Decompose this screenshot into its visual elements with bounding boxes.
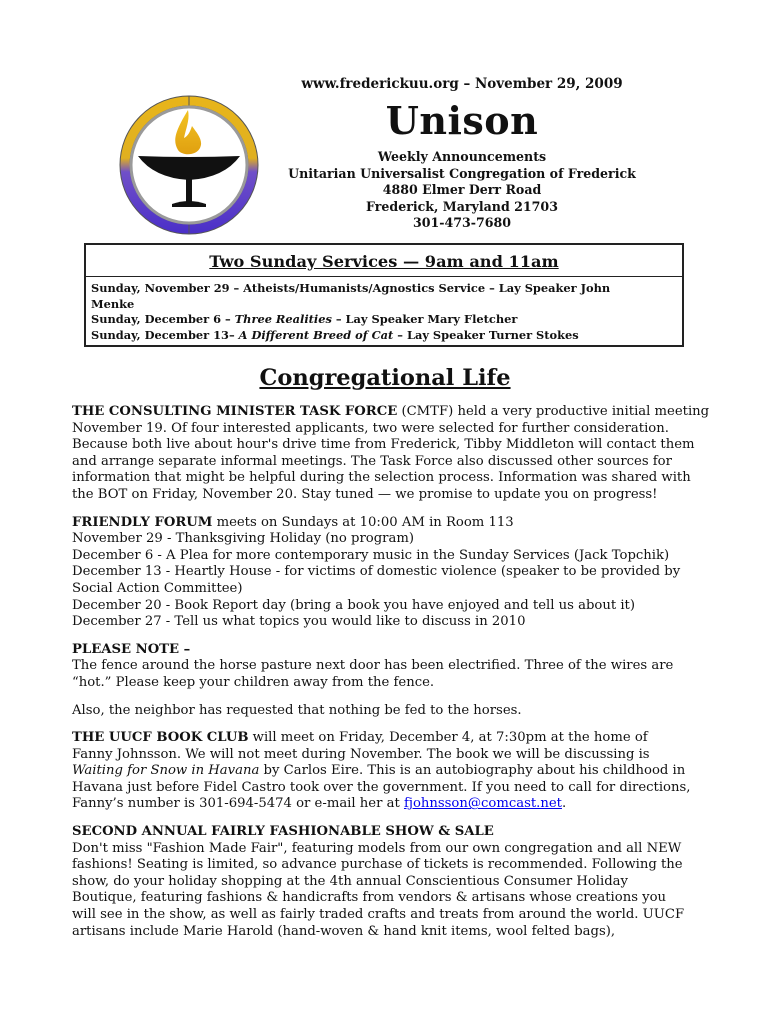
congregation-name: Unitarian Universalist Congregation of Frederick — [288, 165, 636, 181]
forum-schedule-item: December 6 - A Plea for more contemporary music in the Sunday Services (Jack Topchik) — [72, 547, 670, 563]
please-note-article: PLEASE NOTE – The fence around the horse pasture next door has been electrified. Three of the wires are “hot.” Please keep your children away from the fence. — [72, 642, 704, 692]
services-list — [86, 277, 682, 343]
service-item: Sunday, December 13– A Different Breed of Cat – Lay Speaker Turner Stokes — [91, 327, 579, 342]
chalice-logo-icon — [116, 92, 262, 238]
email-link[interactable]: fjohnsson@comcast.net — [403, 796, 562, 812]
masthead — [280, 74, 644, 232]
service-item: Sunday, November 29 – Atheists/Humanists/Agnostics Service – Lay Speaker John — [91, 281, 611, 295]
forum-schedule-item: November 29 - Thanksgiving Holiday (no program) — [72, 531, 414, 547]
book-club-article: THE UUCF BOOK CLUB will meet on Friday, December 4, at 7:30pm at the home of Fanny Johnsson. We will not meet during November. The book we will be discussing is Waiting for Snow in Havana by Carlos Eire. This is an autobiography about his childhood in Havana just before Fidel Castro took over the government. If you need to call for directions, Fanny’s number is 301-694-5474 or e-mail her at fjohnsson@comcast.net. — [72, 730, 691, 812]
friendly-forum-article: FRIENDLY FORUM meets on Sundays at 10:00 AM in Room 113 November 29 - Thanksgiving Holiday (no program) December 6 - A Plea for more contemporary music in the Sunday Services (Jack Topchik) December 13 - Heartly House - for victims of domestic violence (speaker to be provided by Social Action Committee) December 20 - Book Report day (bring a book you have enjoyed and tell us about it) December 27 - Tell us what topics you would like to discuss in 2010 — [72, 515, 704, 631]
article-heading: FRIENDLY FORUM — [72, 514, 213, 530]
phone-number: 301-473-7680 — [412, 215, 512, 231]
article-heading: SECOND ANNUAL FAIRLY FASHIONABLE SHOW & SALE — [72, 824, 494, 840]
forum-schedule-item: December 20 - Book Report day (bring a book you have enjoyed and tell us about it) — [72, 597, 635, 613]
article-body — [72, 404, 710, 951]
newsletter-title: Unison — [385, 98, 539, 143]
article-heading: THE CONSULTING MINISTER TASK FORCE — [72, 404, 398, 419]
section-title: Congregational Life — [259, 365, 511, 391]
city-state-zip: Frederick, Maryland 21703 — [366, 198, 558, 214]
service-item: Sunday, December 6 – Three Realities – Lay Speaker Mary Fletcher — [91, 312, 518, 327]
site-and-date: www.frederickuu.org – November 29, 2009 — [301, 76, 623, 92]
sermon-title: A Different Breed of Cat — [238, 327, 394, 342]
street-address: 4880 Elmer Derr Road — [382, 182, 542, 198]
newsletter-subtitle: Weekly Announcements — [377, 149, 547, 164]
horses-note: Also, the neighbor has requested that nothing be fed to the horses. — [72, 702, 522, 718]
service-item-continued: Menke — [91, 296, 135, 311]
fashion-show-article: SECOND ANNUAL FAIRLY FASHIONABLE SHOW & SALE Don't miss "Fashion Made Fair", featuring models from our own congregation and all NEW fashions! Seating is limited, so advance purchase of tickets is recommended. Following the show, do your holiday shopping at the 4th annual Conscientious Consumer Holiday Boutique, featuring fashions & handicrafts from vendors & artisans whose creations you will see in the show, as well as fairly traded crafts and treats from around the world. UUCF artisans include Marie Harold (hand-woven & hand knit items, wool felted bags), — [72, 824, 704, 940]
article-heading: THE UUCF BOOK CLUB — [72, 730, 249, 746]
sermon-title: Three Realities — [234, 312, 332, 327]
article-heading: PLEASE NOTE – — [72, 641, 191, 657]
services-box — [84, 243, 684, 347]
forum-schedule-item: December 13 - Heartly House - for victims of domestic violence (speaker to be provided by — [72, 564, 681, 580]
forum-schedule-item: December 27 - Tell us what topics you would like to discuss in 2010 — [72, 614, 526, 630]
book-title: Waiting for Snow in Havana — [72, 763, 260, 779]
task-force-article: THE CONSULTING MINISTER TASK FORCE (CMTF) held a very productive initial meeting November 19. Of four interested applicants, two were selected for further consideration. Because both live about hour's drive time from Frederick, Tibby Middleton will contact them and arrange separate informal meetings. The Task Force also discussed other sources for information that might be helpful during the selection process. Information was shared with the BOT on Friday, November 20. Stay tuned — we promise to update you on progress! — [72, 404, 710, 502]
services-heading: Two Sunday Services — 9am and 11am — [209, 252, 559, 271]
